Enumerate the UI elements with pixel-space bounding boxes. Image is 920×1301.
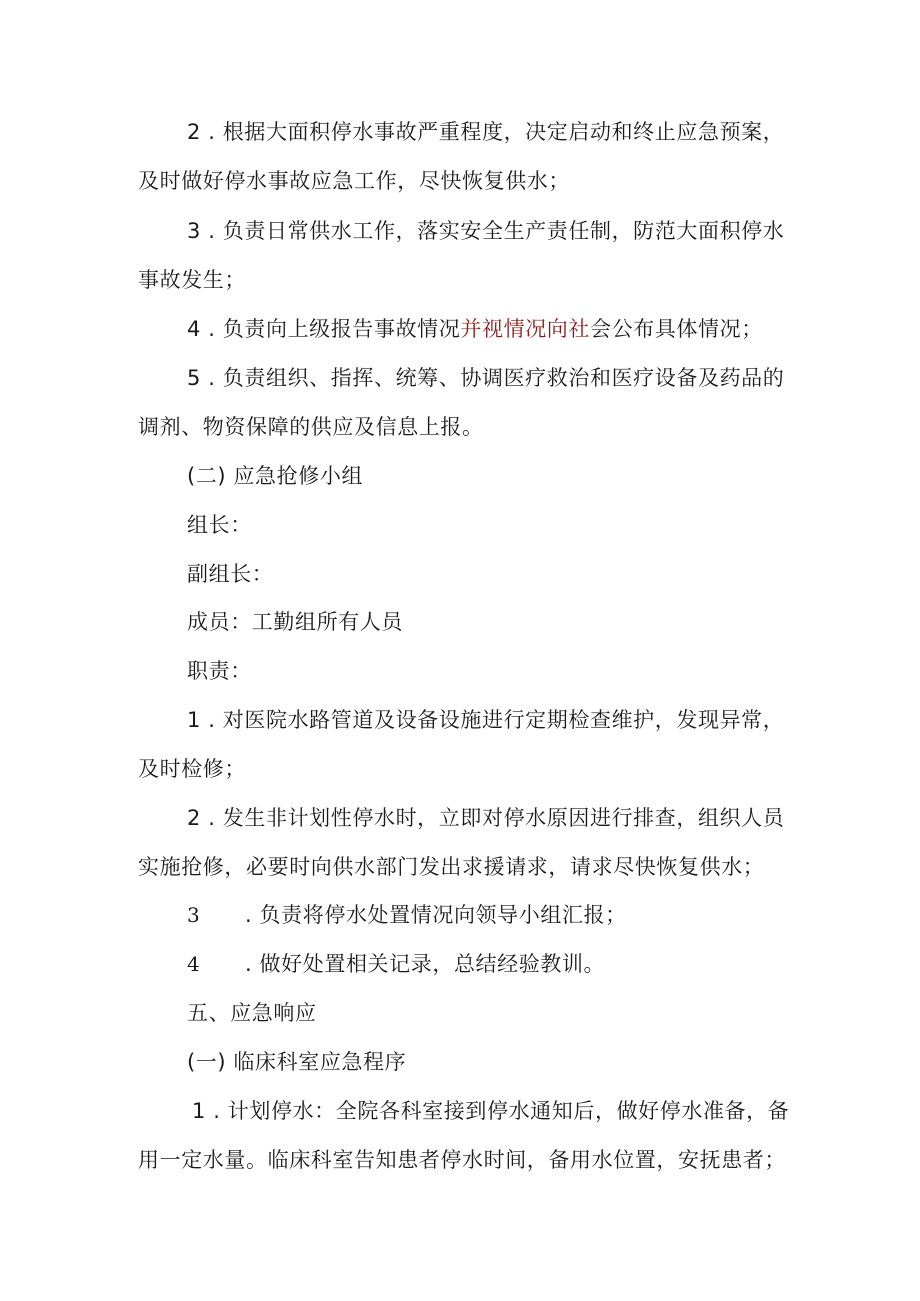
duty-4 — [187, 949, 605, 979]
team-members: 成员：工勤组所有人员 — [187, 610, 403, 634]
duty-2-line-2: 实施抢修，必要时向供水部门发出求援请求，请求尽快恢复供水； — [138, 855, 765, 879]
paragraph-2-line-2: 及时做好停水事故应急工作，尽快恢复供水； — [138, 169, 570, 193]
deputy-team-leader: 副组长： — [187, 562, 274, 586]
clinical-1-line-1: 1 . 计划停水：全院各科室接到停水通知后，做好停水准备，备 — [192, 1099, 790, 1123]
duty-3-number: 3 — [187, 903, 201, 927]
duty-3-text: . 负责将停水处置情况向领导小组汇报； — [245, 903, 627, 927]
duty-3 — [187, 900, 627, 930]
duty-2-line-1: 2 . 发生非计划性停水时，立即对停水原因进行排查，组织人员 — [187, 806, 785, 830]
duty-1-line-2: 及时检修； — [138, 757, 246, 781]
paragraph-2-line-1: 2 . 根据大面积停水事故严重程度，决定启动和终止应急预案， — [187, 120, 785, 144]
paragraph-4 — [187, 314, 763, 344]
team-leader: 组长： — [187, 513, 252, 537]
paragraph-5-line-1: 5 . 负责组织、指挥、统筹、协调医疗救治和医疗设备及药品的 — [187, 366, 785, 390]
paragraph-4-suffix: 会公布具体情况； — [590, 317, 763, 341]
paragraph-3-line-2: 事故发生； — [138, 268, 246, 292]
paragraph-3-line-1: 3 . 负责日常供水工作，落实安全生产责任制，防范大面积停水 — [187, 219, 785, 243]
section-heading-repair-team: (二) 应急抢修小组 — [187, 464, 364, 488]
paragraph-5-line-2: 调剂、物资保障的供应及信息上报。 — [138, 415, 484, 439]
duty-1-line-1: 1 . 对医院水路管道及设备设施进行定期检查维护，发现异常， — [187, 708, 785, 732]
chapter-heading-emergency-response: 五、应急响应 — [187, 1001, 317, 1025]
duty-4-number: 4 — [187, 952, 201, 976]
paragraph-4-highlight: 并视情况向社 — [460, 317, 590, 341]
section-heading-clinical-procedure: (一) 临床科室应急程序 — [187, 1050, 407, 1074]
paragraph-4-prefix: 4 . 负责向上级报告事故情况 — [187, 317, 461, 341]
duty-4-text: . 做好处置相关记录，总结经验教训。 — [245, 952, 606, 976]
clinical-1-line-2: 用一定水量。临床科室告知患者停水时间，备用水位置，安抚患者； — [138, 1148, 786, 1172]
duties-heading: 职责： — [187, 659, 252, 683]
